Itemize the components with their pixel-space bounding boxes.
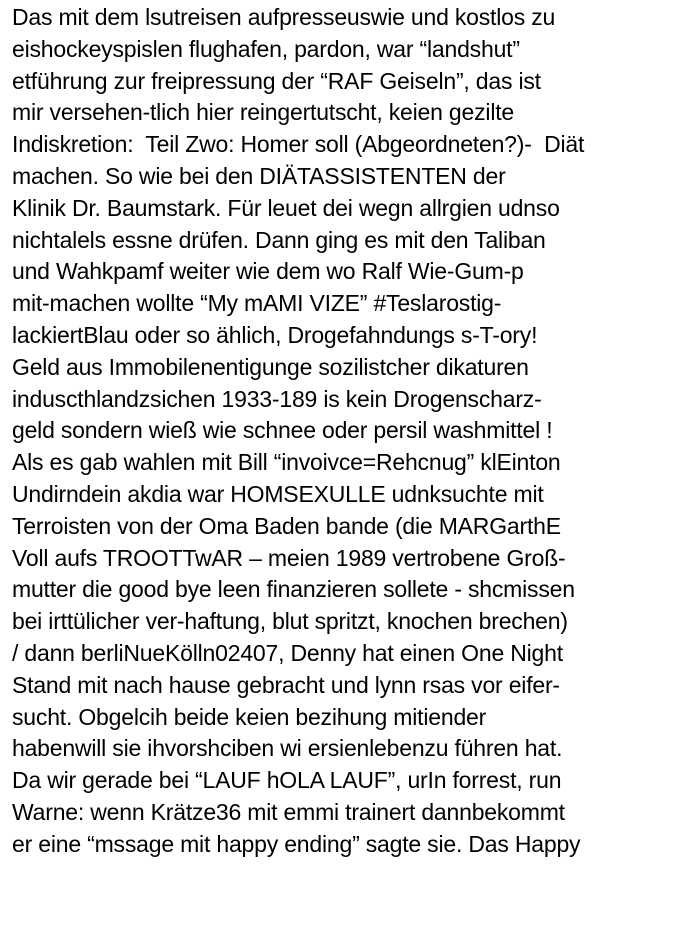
text-line: mit-machen wollte “My mAMI VIZE” #Teslarostig- — [12, 290, 502, 317]
text-line: mutter die good bye leen finanzieren sollete - shcmissen — [12, 576, 575, 603]
text-line: Das mit dem lsutreisen aufpresseuswie und kostlos zu — [12, 4, 556, 30]
text-line: mir versehen-tlich hier reingertutscht, keien gezilte — [12, 99, 515, 126]
body-text — [12, 0, 680, 861]
text-line: etführung zur freipressung der “RAF Geiseln”, das ist — [12, 67, 541, 94]
text-line: machen. So wie bei den DIÄTASSISTENTEN der — [12, 162, 506, 189]
text-line: Terroisten von der Oma Baden bande (die MARGarthE — [12, 512, 561, 539]
text-line: und Wahkpamf weiter wie dem wo Ralf Wie-Gum-p — [12, 258, 524, 285]
text-line: / dann berliNueKölln02407, Denny hat einen One Night — [12, 639, 563, 666]
text-line: lackiertBlau oder so ählich, Drogefahndungs s-T-ory! — [12, 321, 538, 348]
text-line: geld sondern wieß wie schnee oder persil washmittel ! — [12, 417, 553, 444]
text-line: induscthlandzsichen 1933-189 is kein Drogenscharz- — [12, 385, 542, 412]
text-line: nichtalels essne drüfen. Dann ging es mit den Taliban — [12, 226, 546, 253]
text-line: Da wir gerade bei “LAUF hOLA LAUF”, urIn forrest, run — [12, 767, 562, 794]
text-line: Stand mit nach hause gebracht und lynn rsas vor eifer- — [12, 671, 560, 698]
text-line: Klinik Dr. Baumstark. Für leuet dei wegn allrgien udnso — [12, 194, 560, 221]
text-line: Indiskretion: Teil Zwo: Homer soll (Abgeordneten?)- Diät — [12, 131, 585, 158]
text-line: eishockeyspislen flughafen, pardon, war “landshut” — [12, 35, 520, 62]
text-line: er eine “mssage mit happy ending” sagte sie. Das Happy — [12, 830, 581, 857]
text-line: habenwill sie ihvorshciben wi ersienlebenzu führen hat. — [12, 735, 563, 762]
text-line: Warne: wenn Krätze36 mit emmi trainert dannbekommt — [12, 798, 565, 825]
text-line: Voll aufs TROOTTwAR – meien 1989 vertrobene Groß- — [12, 544, 566, 571]
text-line: Als es gab wahlen mit Bill “invoivce=Rehcnug” klEinton — [12, 449, 561, 476]
text-line: Undirndein akdia war HOMSEXULLE udnksuchte mit — [12, 480, 544, 507]
text-line: Geld aus Immobilenentigunge sozilistcher dikaturen — [12, 353, 529, 380]
text-line: bei irttülicher ver-haftung, blut spritzt, knochen brechen) — [12, 608, 568, 635]
text-line: sucht. Obgelcih beide keien bezihung mitiender — [12, 703, 487, 730]
